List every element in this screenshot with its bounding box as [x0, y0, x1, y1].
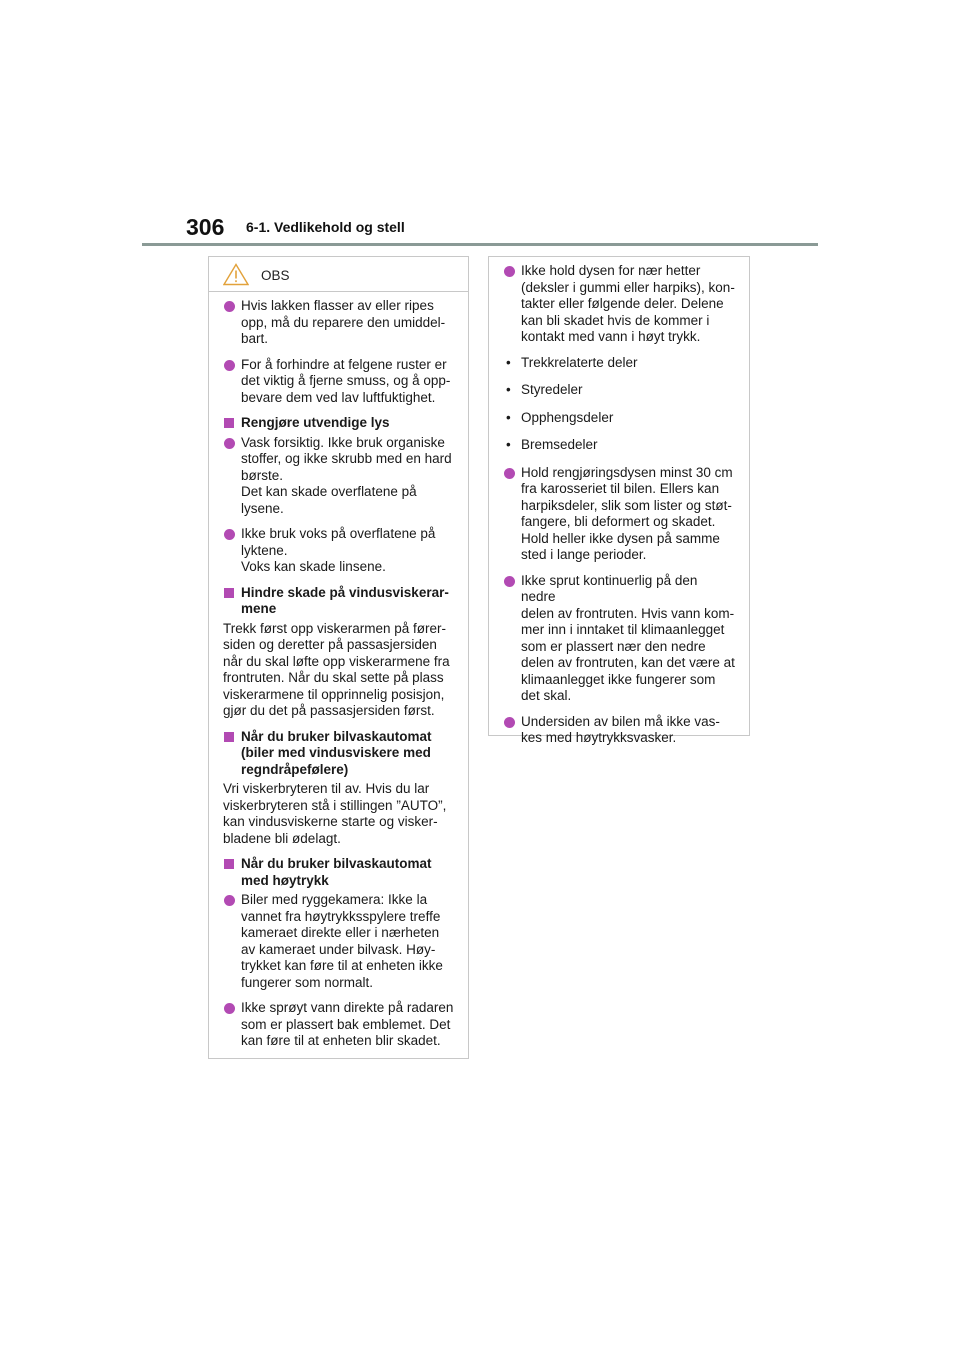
bullet-dot-icon: [224, 895, 235, 906]
text-line: Opphengsdeler: [521, 409, 614, 425]
list-bullet-icon: •: [506, 382, 511, 397]
text-line: børste.: [241, 467, 284, 483]
text-line: Hold rengjøringsdysen minst 30 cm: [521, 464, 733, 480]
text-line: takter eller følgende deler. Delene: [521, 296, 724, 311]
text-line: Vask forsiktig. Ikke bruk organiske: [241, 434, 445, 450]
list-bullet-icon: •: [506, 409, 511, 425]
text-line: av kameraet under bilvask. Høy-: [241, 941, 436, 957]
square-marker-icon: [224, 588, 234, 598]
text-line: fangere, bli deformert og skadet.: [521, 514, 716, 529]
section-title: 6-1. Vedlikehold og stell: [246, 219, 405, 235]
bullet-item: [503, 573, 735, 705]
text-line: gjør du det på passasjersiden først.: [223, 703, 435, 718]
text-line: Når du bruker bilvaskautomat: [241, 728, 432, 744]
text-line: sted i lange perioder.: [521, 547, 647, 562]
text-line: (biler med vindusviskere med: [241, 745, 431, 760]
paragraph: [223, 621, 454, 720]
text-line: vannet fra høytrykksspylere treffe: [241, 908, 441, 924]
bullet-item: [223, 892, 454, 991]
warning-triangle-icon: [223, 263, 249, 286]
text-line: Styredeler: [521, 382, 583, 397]
bullet-item: [223, 357, 454, 407]
list-item: [503, 410, 735, 427]
header-rule: [142, 243, 818, 246]
bullet-dot-icon: [504, 468, 515, 479]
right-column-content: [503, 263, 735, 747]
text-line: fungerer som normalt.: [241, 974, 374, 990]
bullet-item: [223, 435, 454, 518]
text-line: bevare dem ved lav luftfuktighet.: [241, 389, 436, 405]
text-line: Biler med ryggekamera: Ikke la: [241, 892, 428, 907]
bullet-item: [223, 1000, 454, 1050]
text-line: bart.: [241, 331, 269, 346]
bullet-dot-icon: [504, 266, 515, 277]
text-line: som er plassert nær den nedre: [521, 638, 706, 654]
text-line: siden og deretter på passasjersiden: [223, 637, 437, 652]
list-bullet-icon: •: [506, 354, 511, 370]
bullet-item: [223, 526, 454, 576]
warning-header: [209, 261, 468, 292]
bullet-dot-icon: [224, 529, 235, 540]
text-line: harpiksdeler, slik som lister og støt-: [521, 497, 732, 513]
text-line: regndråpefølere): [241, 761, 349, 777]
text-line: delen av frontruten. Hvis vann kom-: [521, 605, 735, 621]
text-line: bladene bli ødelagt.: [223, 830, 341, 846]
text-line: frontruten. Når du skal sette på plass: [223, 670, 444, 685]
text-line: Trekk først opp viskerarmen på fører-: [223, 620, 447, 636]
text-line: Ikke sprøyt vann direkte på radaren: [241, 1000, 454, 1015]
text-line: Ikke hold dysen for nær hetter: [521, 263, 701, 278]
bullet-dot-icon: [224, 1003, 235, 1014]
text-line: (deksler i gummi eller harpiks), kon-: [521, 279, 735, 295]
text-line: trykket kan føre til at enheten ikke: [241, 958, 443, 973]
text-line: kan vindusviskerne starte og visker-: [223, 814, 438, 829]
text-line: kan bli skadet hvis de kommer i: [521, 312, 710, 328]
text-line: Hold heller ikke dysen på samme: [521, 530, 720, 546]
text-line: med høytrykk: [241, 872, 329, 888]
text-line: Hvis lakken flasser av eller ripes: [241, 298, 434, 313]
text-line: det viktig å fjerne smuss, og å opp-: [241, 373, 451, 388]
warning-box-right: [488, 256, 750, 745]
left-column-content: [223, 298, 454, 1050]
bullet-item: [223, 298, 454, 348]
square-marker-icon: [224, 418, 234, 428]
bullet-item: [503, 465, 735, 564]
paragraph: [223, 781, 454, 847]
text-line: Undersiden av bilen må ikke vas-: [521, 713, 720, 729]
warning-label: OBS: [261, 268, 290, 283]
text-line: kameraet direkte eller i nærheten: [241, 925, 440, 940]
subheading: [223, 585, 454, 618]
bullet-dot-icon: [224, 360, 235, 371]
text-line: Hindre skade på vindusviskerar-: [241, 584, 449, 600]
text-line: viskerarmene til opprinnelig posisjon,: [223, 686, 445, 702]
text-line: Når du bruker bilvaskautomat: [241, 856, 432, 871]
text-line: mer inn i inntaket til klimaanlegget: [521, 622, 725, 637]
bullet-dot-icon: [224, 438, 235, 449]
text-line: lysene.: [241, 500, 284, 516]
square-marker-icon: [224, 859, 234, 869]
text-line: mene: [241, 601, 277, 616]
bullet-dot-icon: [224, 301, 235, 312]
text-line: delen av frontruten, kan det være at: [521, 655, 735, 670]
text-line: Trekkrelaterte deler: [521, 354, 638, 370]
text-line: viskerbryteren stå i stillingen ”AUTO”,: [223, 797, 447, 813]
text-line: kontakt med vann i høyt trykk.: [521, 329, 701, 344]
square-marker-icon: [224, 732, 234, 742]
text-line: klimaanlegget ikke fungerer som: [521, 671, 716, 687]
list-item: [503, 355, 735, 372]
text-line: Vri viskerbryteren til av. Hvis du lar: [223, 781, 430, 796]
text-line: Ikke sprut kontinuerlig på den nedre: [521, 572, 698, 604]
text-line: det skal.: [521, 688, 572, 703]
warning-box-left: [208, 256, 469, 1059]
text-line: Voks kan skade linsene.: [241, 559, 386, 574]
text-line: stoffer, og ikke skrubb med en hard: [241, 451, 452, 466]
list-item: [503, 437, 735, 454]
subheading: [223, 415, 454, 432]
bullet-dot-icon: [504, 717, 515, 728]
bullet-dot-icon: [504, 576, 515, 587]
list-item: [503, 382, 735, 399]
text-line: Bremsedeler: [521, 437, 598, 452]
bullet-item: [503, 263, 735, 346]
subheading: [223, 729, 454, 779]
list-bullet-icon: •: [506, 437, 511, 452]
text-line: når du skal løfte opp viskerarmene fra: [223, 653, 450, 669]
page-number: 306: [186, 214, 225, 240]
text-line: Det kan skade overflatene på: [241, 484, 417, 499]
text-line: For å forhindre at felgene ruster er: [241, 356, 447, 372]
text-line: Rengjøre utvendige lys: [241, 415, 390, 430]
text-line: Ikke bruk voks på overflatene på: [241, 526, 436, 541]
text-line: fra karosseriet til bilen. Ellers kan: [521, 481, 720, 496]
text-line: kan føre til at enheten blir skadet.: [241, 1033, 441, 1048]
subheading: [223, 856, 454, 889]
text-line: lyktene.: [241, 542, 288, 558]
text-line: opp, må du reparere den umiddel-: [241, 314, 446, 330]
bullet-item: [503, 714, 735, 747]
text-line: som er plassert bak emblemet. Det: [241, 1016, 451, 1032]
text-line: kes med høytrykksvasker.: [521, 730, 677, 745]
